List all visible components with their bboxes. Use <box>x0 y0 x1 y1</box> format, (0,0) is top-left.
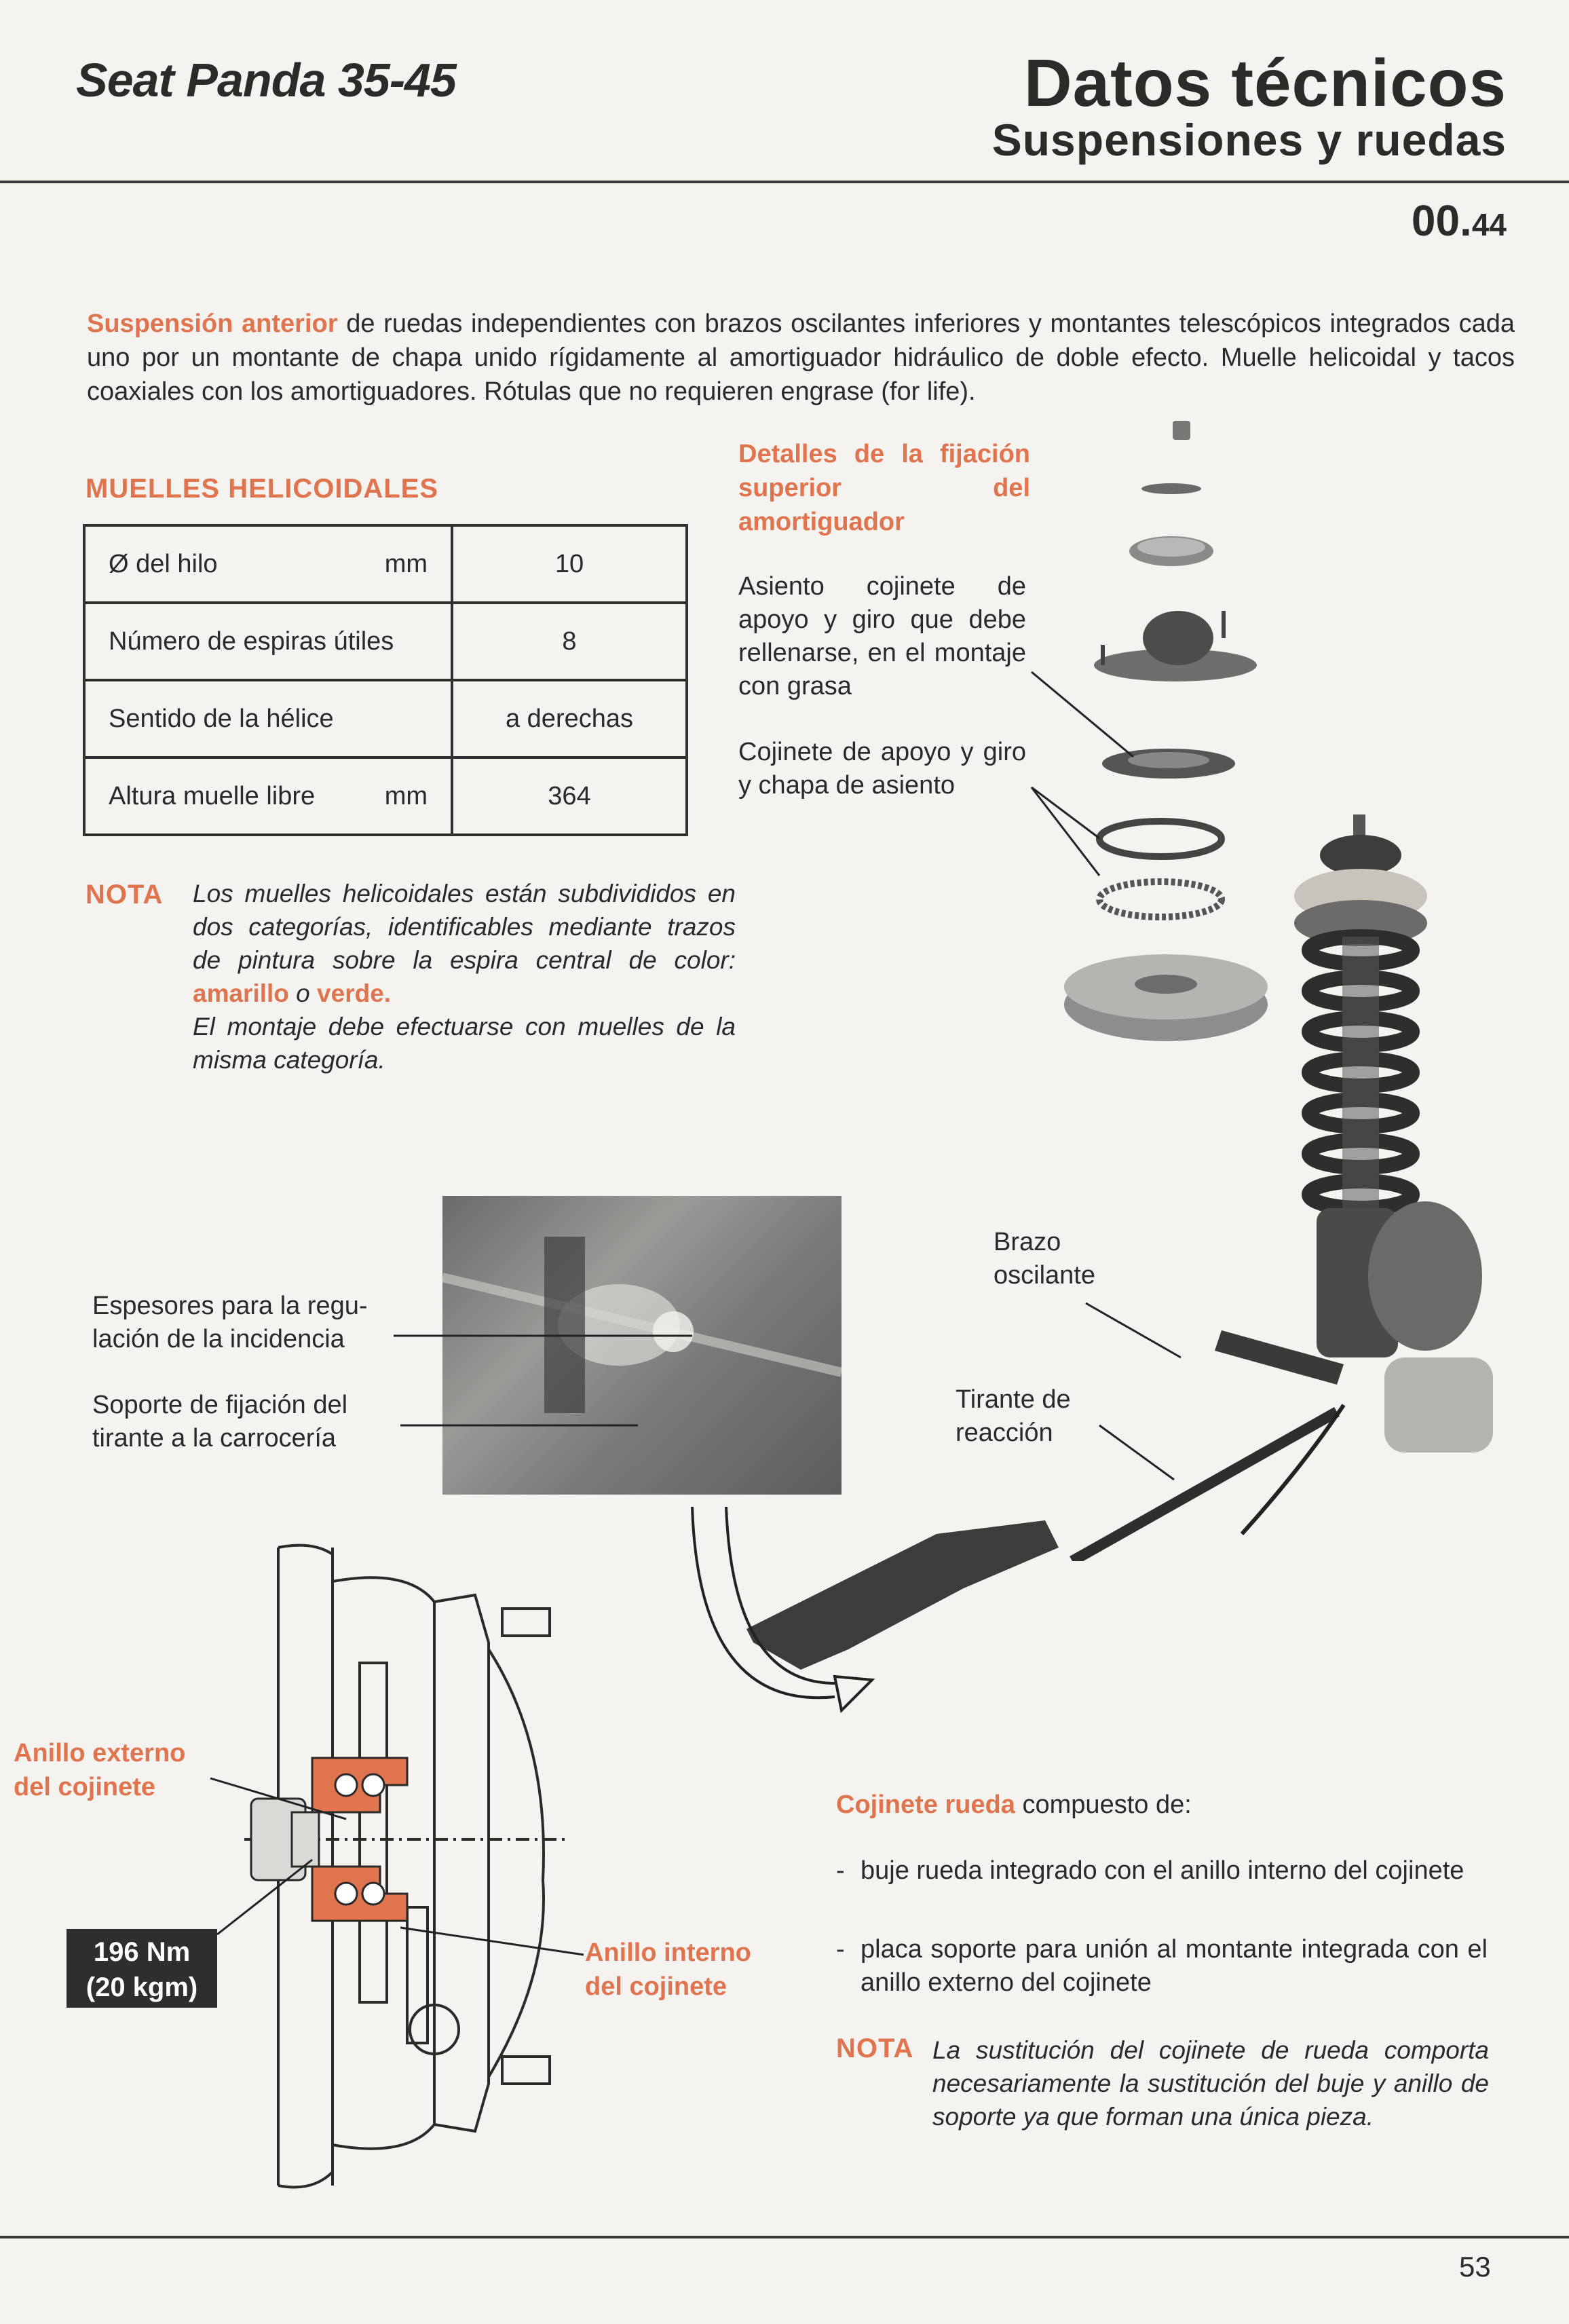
details-leader-lines <box>1018 652 1222 882</box>
arm-leader-lines <box>1059 1283 1208 1486</box>
label-soporte: Soporte de fijación del tirante a la carrocería <box>92 1391 348 1452</box>
label-brazo: Brazo oscilante <box>994 1228 1095 1290</box>
note-bearing: La sustitución del cojinete de rueda comporta necesariamente la sustitución del buje y anillo de soporte ya que forman una única pieza. <box>932 2036 1489 2131</box>
note-label: NOTA <box>86 880 164 910</box>
table-row: Ø del hilo mm 10 <box>84 525 687 603</box>
label-espesores: Espesores para la regu- lación de la incidencia <box>92 1292 368 1353</box>
note-label: NOTA <box>836 2034 914 2063</box>
bearing-heading: Cojinete rueda compuesto de: <box>836 1791 1192 1819</box>
footer-rule <box>0 2236 1569 2238</box>
page-number: 53 <box>1459 2251 1491 2283</box>
page-title: Datos técnicos <box>1023 45 1507 120</box>
note-springs: Los muelles helicoidales están subdivididos en dos categorías, identificables mediante trazos de pintura sobre la espira central de color: amarillo o verde. El montaje debe efectuarse con muelles de la misma categoría. <box>193 880 736 1074</box>
label-tirante: Tirante de reacción <box>956 1385 1071 1447</box>
photo-leader-lines <box>380 1324 692 1446</box>
torque-badge: 196 Nm (20 kgm) <box>67 1929 217 2008</box>
list-item: - buje rueda integrado con el anillo interno del cojinete <box>836 1856 1464 1885</box>
springs-table <box>83 524 688 836</box>
intro-paragraph: Suspensión anterior de ruedas independientes con brazos oscilantes inferiores y montantes telescópicos integrados cada uno por un montante de chapa unido rígidamente al amortiguador hidráulico de doble efecto. Muelle helicoidal y tacos coaxiales con los amortiguadores. Rótulas que no requieren engrase (for life). <box>87 310 1515 406</box>
hub-leader-lines <box>204 1765 597 1995</box>
label-inner-ring: Anillo interno del cojinete <box>585 1938 751 2001</box>
details-bearing-text: Cojinete de apoyo y giro y chapa de asiento <box>738 738 1026 800</box>
list-item: - placa soporte para unión al montante integrada con el anillo externo del cojinete <box>836 1935 1488 1997</box>
details-seat-text: Asiento cojinete de apoyo y giro que debe rellenarse, en el montaje con grasa <box>738 572 1026 700</box>
table-row: Altura muelle libre mm 364 <box>84 757 687 835</box>
table-row: Número de espiras útiles 8 <box>84 603 687 680</box>
header-rule <box>0 181 1569 183</box>
page-subtitle: Suspensiones y ruedas <box>991 115 1507 165</box>
label-outer-ring: Anillo externo del cojinete <box>14 1739 186 1801</box>
vehicle-model: Seat Panda 35-45 <box>76 54 456 107</box>
springs-heading: MUELLES HELICOIDALES <box>86 474 439 504</box>
table-row: Sentido de la hélice a derechas <box>84 680 687 757</box>
section-code: 00.44 <box>1411 196 1507 245</box>
tie-rod-bracket-illustration <box>679 1493 1099 1738</box>
details-heading: Detalles de la fijación superior del amortiguador <box>738 440 1030 536</box>
